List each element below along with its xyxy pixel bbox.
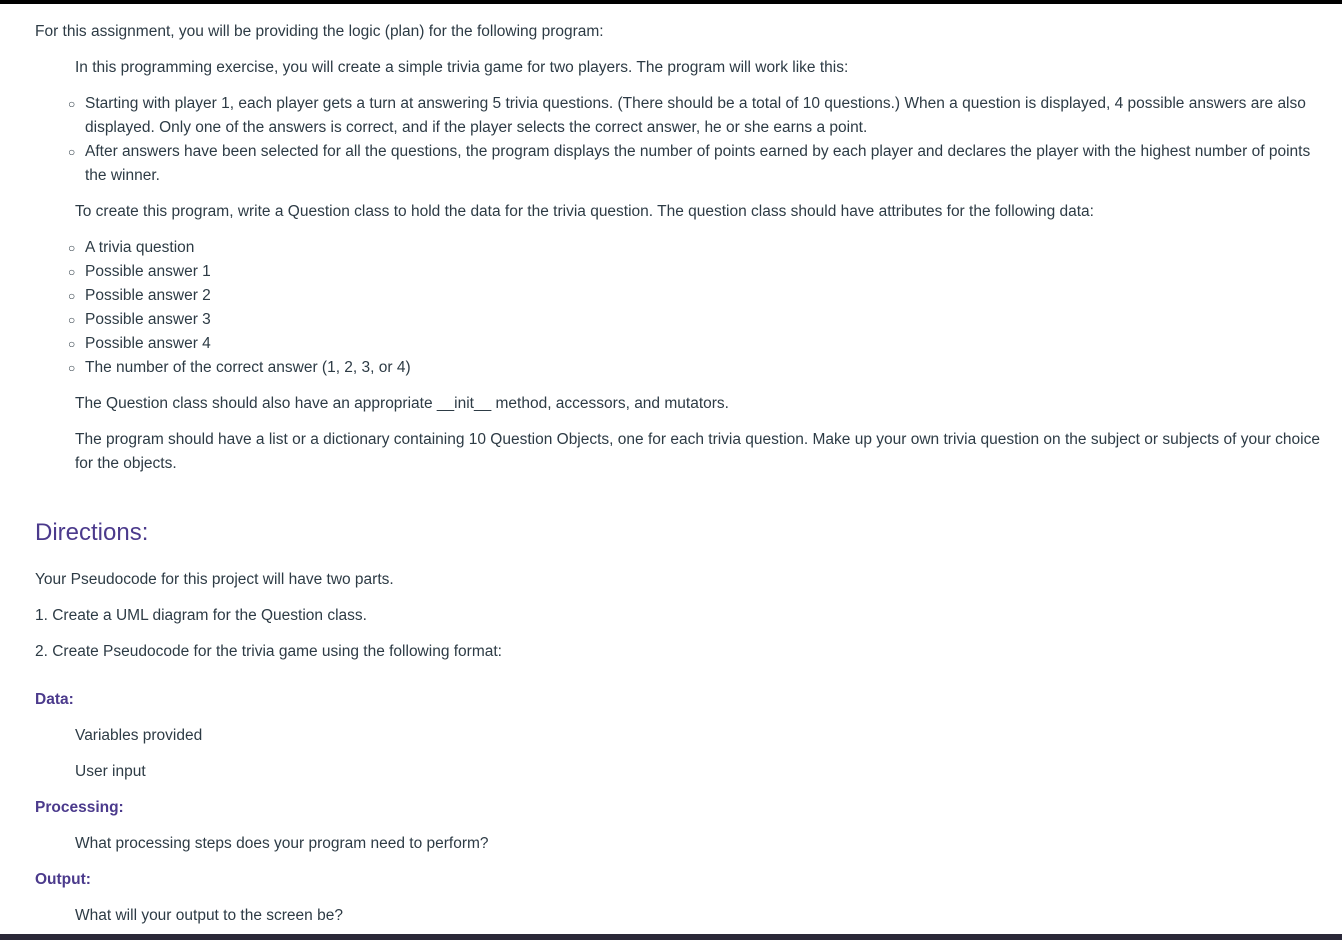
- bottom-border: [0, 934, 1342, 940]
- list-item: ○ A trivia question: [85, 236, 1330, 260]
- list-item: ○ Possible answer 1: [85, 260, 1330, 284]
- circle-bullet-icon: ○: [68, 337, 76, 351]
- intro-text: For this assignment, you will be providing the logic (plan) for the following program:: [35, 23, 604, 40]
- processing-label: Processing:: [35, 799, 124, 816]
- list-item: ○ Possible answer 3: [85, 308, 1330, 332]
- circle-bullet-icon: ○: [68, 313, 76, 327]
- circle-bullet-icon: ○: [68, 289, 76, 303]
- output-label: Output:: [35, 871, 91, 888]
- data-item: User input: [75, 763, 146, 780]
- circle-bullet-icon: ○: [68, 241, 76, 255]
- list-item: ○ Possible answer 4: [85, 332, 1330, 356]
- directions-heading: Directions:: [35, 519, 149, 546]
- processing-text: What processing steps does your program need to perform?: [75, 835, 489, 852]
- list-item: ○ The number of the correct answer (1, 2, 3, or 4): [85, 356, 1330, 380]
- exercise-lead: In this programming exercise, you will create a simple trivia game for two players. The program will work like this:: [75, 59, 849, 76]
- circle-bullet-icon: ○: [68, 97, 76, 111]
- top-border: [0, 0, 1342, 4]
- data-label: Data:: [35, 691, 74, 708]
- circle-bullet-icon: ○: [68, 361, 76, 375]
- rules-list: [35, 92, 1330, 188]
- circle-bullet-icon: ○: [68, 145, 76, 159]
- output-text: What will your output to the screen be?: [75, 907, 343, 924]
- list-item: ○ Possible answer 2: [85, 284, 1330, 308]
- attributes-list: [35, 236, 1330, 380]
- exercise-block: [75, 56, 1330, 80]
- directions-line: 2. Create Pseudocode for the trivia game using the following format:: [35, 643, 502, 660]
- assignment-content: [35, 20, 1330, 940]
- data-item: Variables provided: [75, 727, 203, 744]
- directions-line: 1. Create a UML diagram for the Question class.: [35, 607, 367, 624]
- list-item: ○ After answers have been selected for all the questions, the program displays the number of points earned by each player and declares the player with the highest number of points the winner.: [85, 140, 1330, 188]
- list-item: ○ Starting with player 1, each player gets a turn at answering 5 trivia questions. (There should be a total of 10 questions.) When a question is displayed, 4 possible answers are also displayed. Only one of the answers is correct, and if the player selects the correct answer, he or she earns a point.: [85, 92, 1330, 140]
- directions-line: Your Pseudocode for this project will have two parts.: [35, 571, 394, 588]
- init-note: The Question class should also have an appropriate __init__ method, accessors, and mutators.: [75, 395, 729, 412]
- list-note: The program should have a list or a dictionary containing 10 Question Objects, one for each trivia question. Make up your own trivia question on the subject or subjects of your choice for the objects.: [75, 431, 1320, 472]
- circle-bullet-icon: ○: [68, 265, 76, 279]
- class-lead: To create this program, write a Question class to hold the data for the trivia question. The question class should have attributes for the following data:: [75, 203, 1094, 220]
